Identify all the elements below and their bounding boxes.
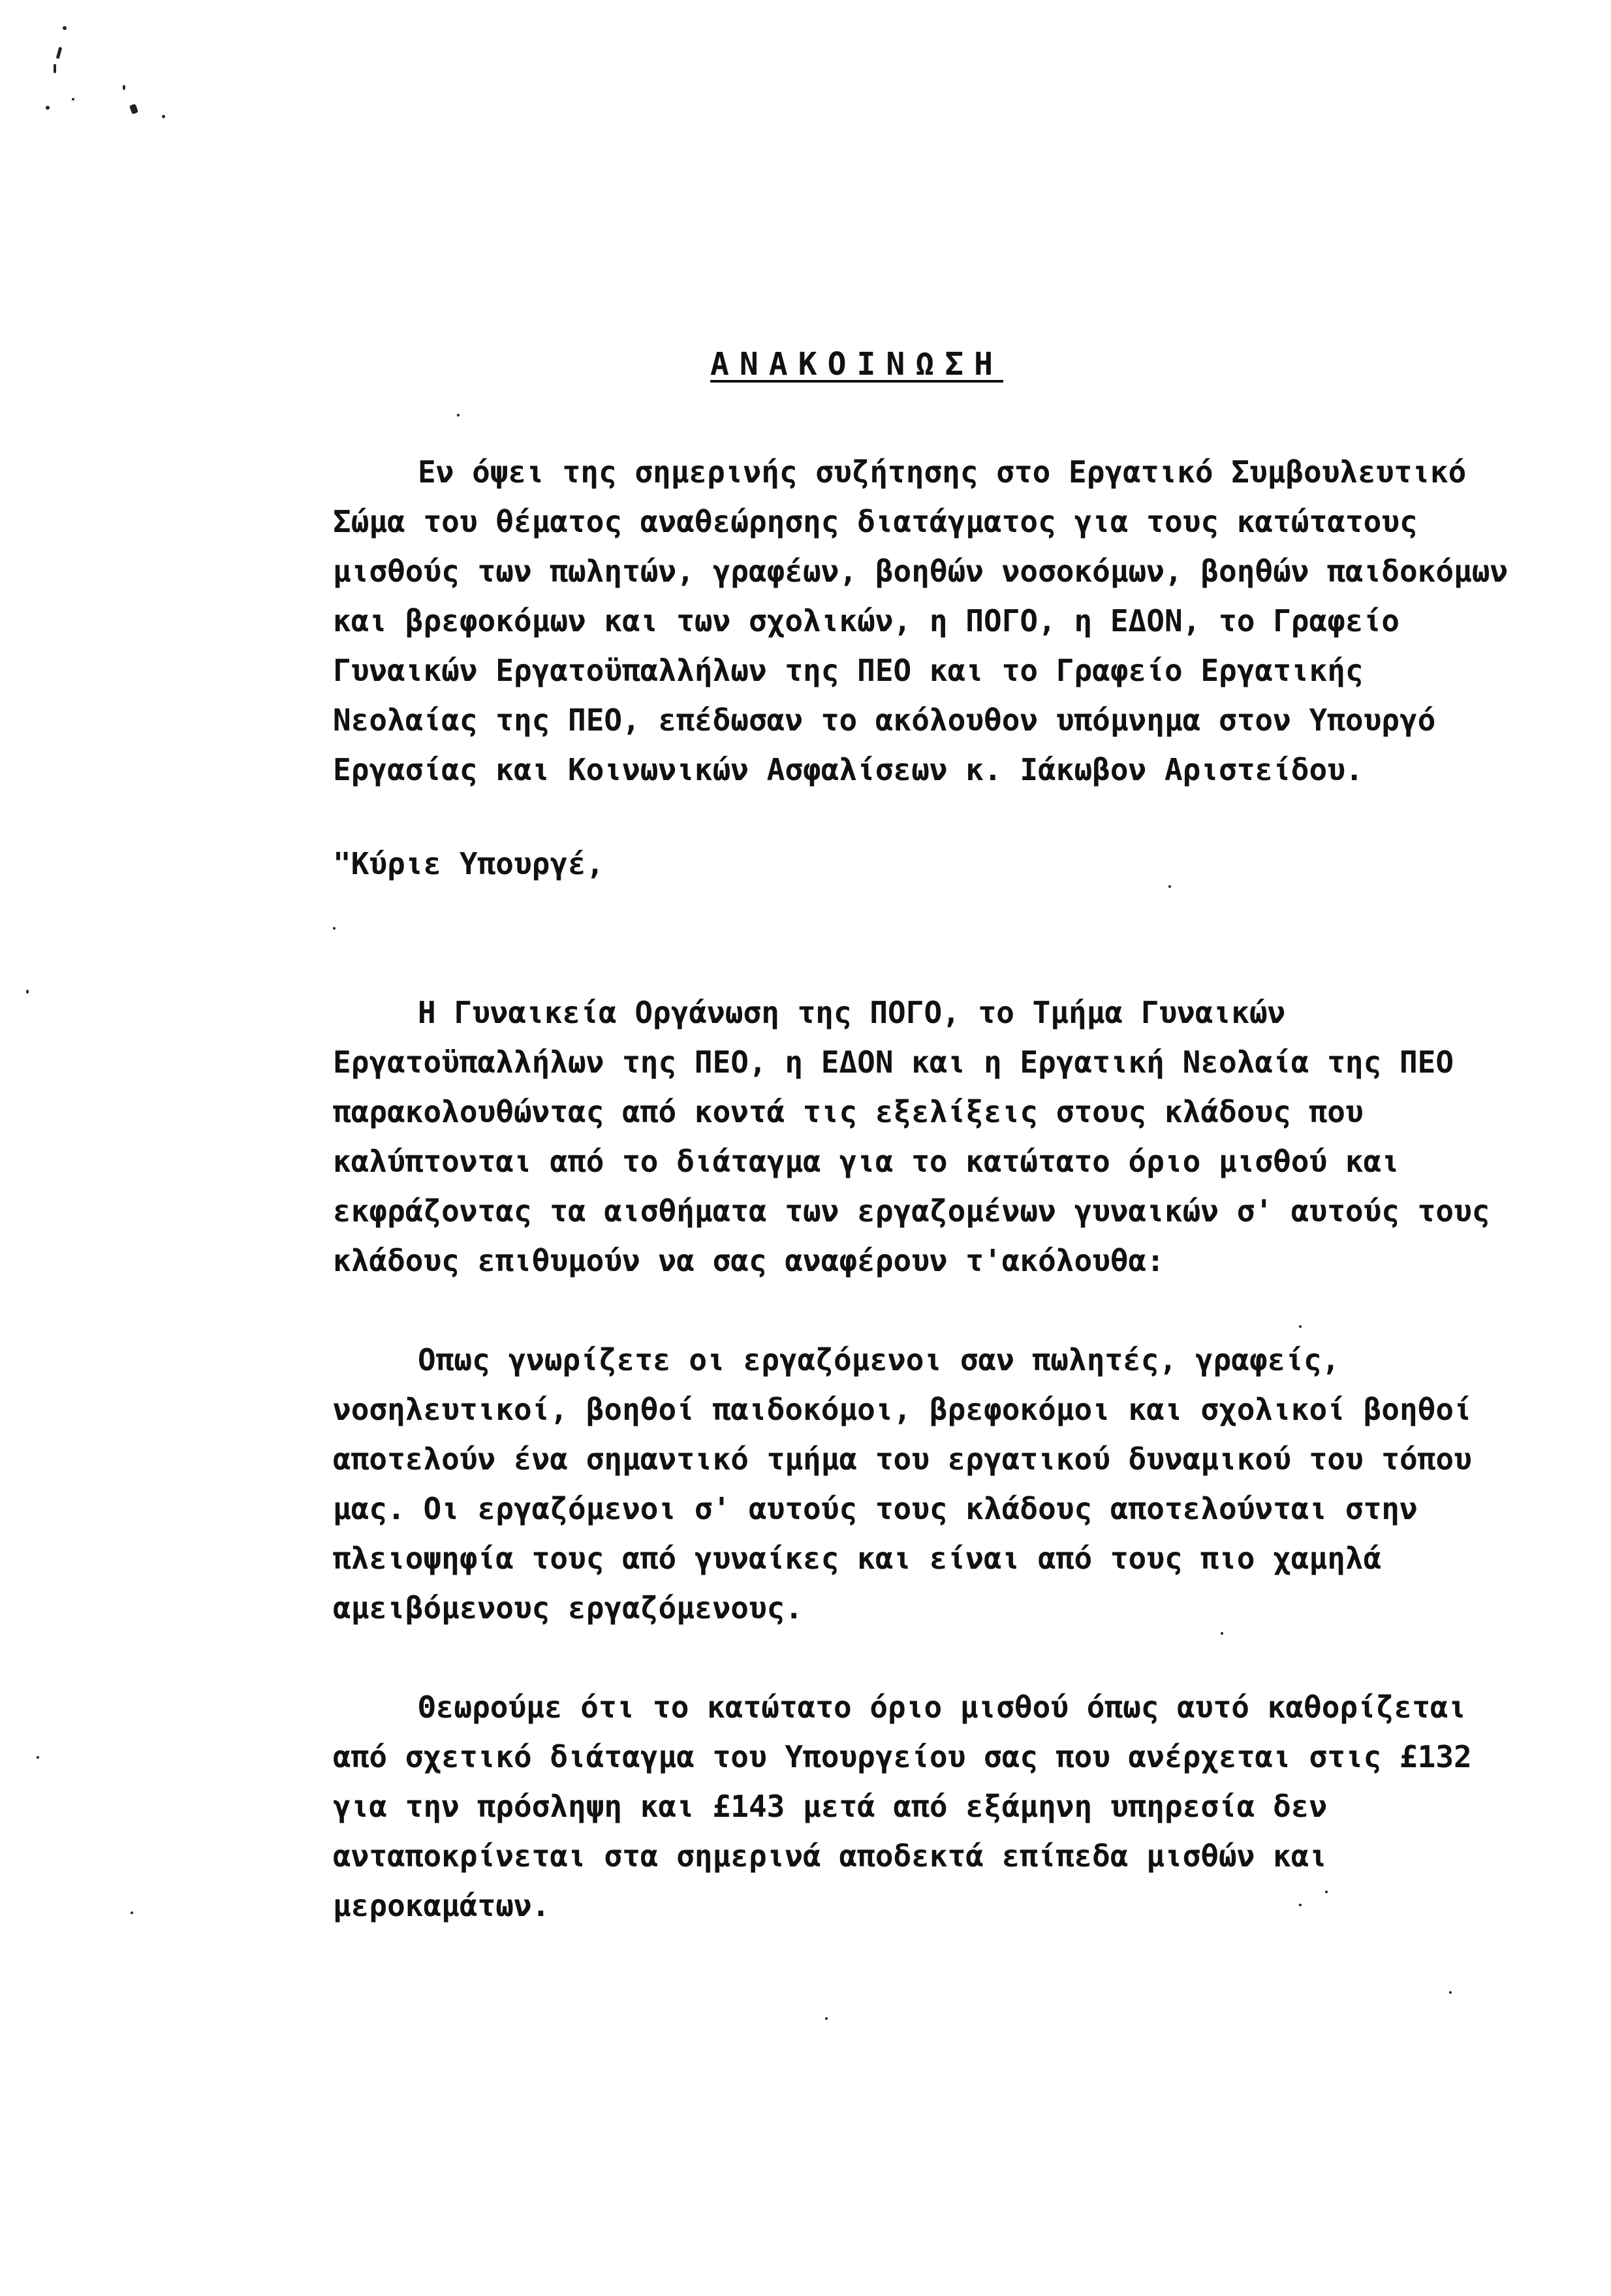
scan-speck	[1299, 1904, 1302, 1906]
scan-speck	[26, 990, 29, 994]
scan-speck	[54, 64, 56, 73]
paragraph-4-line: ανταποκρίνεται στα σημερινά αποδεκτά επίπεδα μισθών και	[333, 1838, 1328, 1874]
salutation: "Κύριε Υπουργέ,	[333, 846, 604, 881]
paragraph-4-line: για την πρόσληψη και £143 μετά από εξάμηνη υπηρεσία δεν	[333, 1789, 1328, 1824]
paragraph-3-line: μας. Οι εργαζόμενοι σ' αυτούς τους κλάδους αποτελούνται στην	[333, 1491, 1418, 1526]
paragraph-4-line: από σχετικό διάταγμα του Υπουργείου σας που ανέρχεται στις £132	[333, 1739, 1472, 1774]
paragraph-3-line: Οπως γνωρίζετε οι εργαζόμενοι σαν πωλητές, γραφείς,	[418, 1342, 1340, 1377]
scan-speck	[1299, 1325, 1302, 1328]
paragraph-1-line: Εν όψει της σημερινής συζήτησης στο Εργατικό Συμβουλευτικό	[418, 454, 1467, 490]
scan-speck	[46, 106, 50, 110]
paragraph-2-line: Η Γυναικεία Οργάνωση της ΠΟΓΟ, το Τμήμα Γυναικών	[418, 995, 1286, 1030]
scan-speck	[1168, 885, 1171, 888]
scan-speck	[1449, 1991, 1452, 1994]
paragraph-4-line: μεροκαμάτων.	[333, 1888, 550, 1923]
paragraph-1-line: Νεολαίας της ΠΕΟ, επέδωσαν το ακόλουθον υπόμνημα στον Υπουργό	[333, 702, 1436, 738]
paragraph-3-line: αμειβόμενους εργαζόμενους.	[333, 1590, 804, 1626]
paragraph-4-line: Θεωρούμε ότι το κατώτατο όριο μισθού όπως αυτό καθορίζεται	[418, 1690, 1467, 1725]
scan-speck	[825, 2017, 828, 2020]
scan-speck	[123, 85, 125, 90]
paragraph-1-line: Σώμα του θέματος αναθεώρησης διατάγματος για τους κατώτατους	[333, 504, 1418, 539]
scan-speck	[1221, 1632, 1223, 1635]
scan-speck	[37, 1756, 39, 1759]
paragraph-3-line: αποτελούν ένα σημαντικό τμήμα του εργατικού δυναμικού του τόπου	[333, 1441, 1472, 1477]
scan-speck	[162, 115, 165, 118]
paragraph-2-line: Εργατοϋπαλλήλων της ΠΕΟ, η ΕΔΟΝ και η Εργατική Νεολαία της ΠΕΟ	[333, 1045, 1454, 1080]
paragraph-3-line: πλειοψηφία τους από γυναίκες και είναι από τους πιο χαμηλά	[333, 1541, 1382, 1576]
paragraph-1-line: και βρεφοκόμων και των σχολικών, η ΠΟΓΟ, η ΕΔΟΝ, το Γραφείο	[333, 603, 1400, 638]
paragraph-2-line: εκφράζοντας τα αισθήματα των εργαζομένων γυναικών σ' αυτούς τους	[333, 1193, 1490, 1229]
paragraph-2-line: κλάδους επιθυμούν να σας αναφέρουν τ'ακόλουθα:	[333, 1243, 1165, 1278]
paragraph-2-line: καλύπτονται από το διάταγμα για το κατώτατο όριο μισθού και	[333, 1144, 1400, 1179]
scan-speck	[131, 1911, 133, 1914]
paragraph-1-line: Γυναικών Εργατοϋπαλλήλων της ΠΕΟ και το Γραφείο Εργατικής	[333, 653, 1364, 688]
scan-speck	[457, 414, 460, 417]
scan-speck	[129, 104, 138, 115]
scan-speck	[333, 927, 336, 930]
scan-speck	[1325, 1891, 1328, 1893]
scan-speck	[63, 26, 67, 30]
paragraph-3-line: νοσηλευτικοί, βοηθοί παιδοκόμοι, βρεφοκόμοι και σχολικοί βοηθοί	[333, 1392, 1472, 1427]
paragraph-2-line: παρακολουθώντας από κοντά τις εξελίξεις στους κλάδους που	[333, 1094, 1364, 1129]
scan-speck	[72, 98, 74, 101]
document-title: ΑΝΑΚΟΙΝΩΣΗ	[710, 346, 1003, 383]
paragraph-1-line: Εργασίας και Κοινωνικών Ασφαλίσεων κ. Ιάκωβον Αριστείδου.	[333, 752, 1364, 787]
scan-speck	[56, 47, 62, 59]
paragraph-1-line: μισθούς των πωλητών, γραφέων, βοηθών νοσοκόμων, βοηθών παιδοκόμων	[333, 554, 1509, 589]
